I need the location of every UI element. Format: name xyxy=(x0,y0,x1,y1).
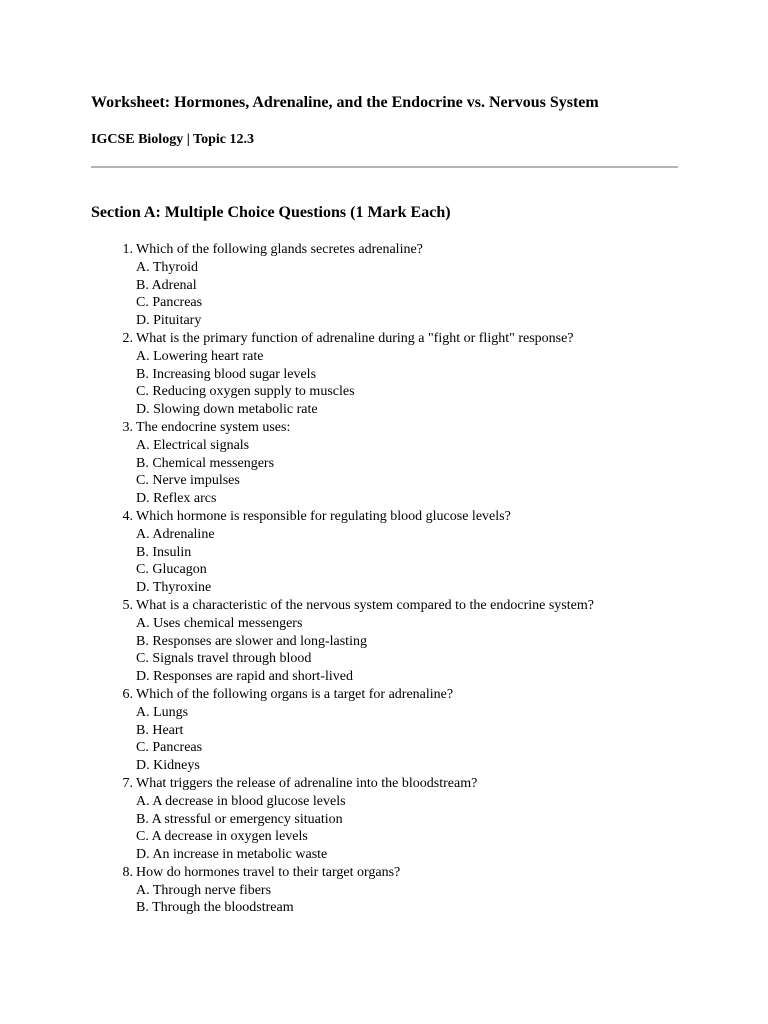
question-text: Which hormone is responsible for regulating blood glucose levels? xyxy=(136,508,511,524)
answer-option: D. Slowing down metabolic rate xyxy=(136,402,318,418)
answer-option: A. Lungs xyxy=(136,704,189,720)
answer-option: A. Electrical signals xyxy=(136,437,250,453)
answer-option: B. Chemical messengers xyxy=(136,455,275,471)
answer-option: D. Pituitary xyxy=(136,313,202,329)
answer-option: C. Nerve impulses xyxy=(136,473,240,489)
answer-option: B. A stressful or emergency situation xyxy=(136,811,343,827)
answer-option: A. Lowering heart rate xyxy=(136,348,264,364)
answer-option: B. Responses are slower and long-lasting xyxy=(136,633,367,649)
question-number: 8. xyxy=(122,864,133,880)
question-text: Which of the following glands secretes adrenaline? xyxy=(136,242,423,257)
question-list xyxy=(91,241,594,917)
question-8 xyxy=(91,864,594,917)
answer-option: B. Through the bloodstream xyxy=(136,900,294,916)
answer-option: B. Adrenal xyxy=(136,277,197,293)
question-4 xyxy=(91,508,594,597)
answer-option: B. Increasing blood sugar levels xyxy=(136,366,317,382)
answer-option: C. Pancreas xyxy=(136,740,203,756)
answer-option: A. A decrease in blood glucose levels xyxy=(136,793,346,809)
question-number: 3. xyxy=(122,419,133,435)
answer-option: D. Thyroxine xyxy=(136,580,212,596)
question-3 xyxy=(91,419,594,508)
answer-option: D. Kidneys xyxy=(136,758,200,774)
answer-option: B. Insulin xyxy=(136,544,192,560)
question-7 xyxy=(91,775,594,864)
question-text: Which of the following organs is a target for adrenaline? xyxy=(136,686,454,702)
question-6 xyxy=(91,686,594,775)
question-number: 7. xyxy=(122,775,133,791)
answer-option: C. Glucagon xyxy=(136,562,207,578)
question-number: 5. xyxy=(122,597,133,613)
question-text: How do hormones travel to their target organs? xyxy=(136,864,401,880)
question-text: The endocrine system uses: xyxy=(136,419,291,435)
question-text: What is a characteristic of the nervous system compared to the endocrine system? xyxy=(136,597,594,613)
answer-option: C. Reducing oxygen supply to muscles xyxy=(136,384,355,400)
worksheet-subtitle: IGCSE Biology | Topic 12.3 xyxy=(91,132,254,147)
horizontal-divider xyxy=(91,166,678,168)
worksheet-title: Worksheet: Hormones, Adrenaline, and the Endocrine vs. Nervous System xyxy=(91,94,599,111)
answer-option: D. Responses are rapid and short-lived xyxy=(136,669,353,685)
question-1 xyxy=(91,241,594,330)
answer-option: A. Through nerve fibers xyxy=(136,882,272,898)
answer-option: A. Adrenaline xyxy=(136,526,215,542)
question-text: What triggers the release of adrenaline into the bloodstream? xyxy=(136,775,478,791)
question-number: 2. xyxy=(122,330,133,346)
question-2 xyxy=(91,330,594,419)
answer-option: A. Uses chemical messengers xyxy=(136,615,303,631)
question-text: What is the primary function of adrenaline during a "fight or flight" response? xyxy=(136,330,574,346)
answer-option: C. Pancreas xyxy=(136,295,203,311)
answer-option: C. A decrease in oxygen levels xyxy=(136,829,308,845)
answer-option: C. Signals travel through blood xyxy=(136,651,312,667)
question-number: 6. xyxy=(122,686,133,702)
answer-option: A. Thyroid xyxy=(136,259,198,275)
question-5 xyxy=(91,597,594,686)
question-number: 1. xyxy=(122,242,133,257)
answer-option: D. An increase in metabolic waste xyxy=(136,847,328,863)
question-number: 4. xyxy=(122,508,133,524)
section-a-title: Section A: Multiple Choice Questions (1 Mark Each) xyxy=(91,204,451,221)
answer-option: D. Reflex arcs xyxy=(136,491,217,507)
answer-option: B. Heart xyxy=(136,722,184,738)
